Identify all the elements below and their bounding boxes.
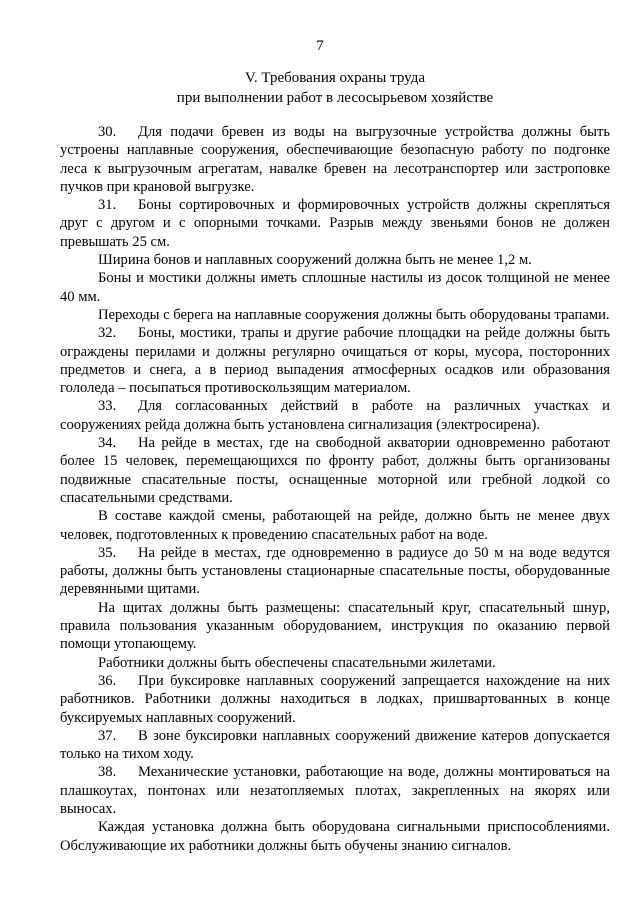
paragraph [60, 306, 610, 324]
paragraph-number: 30. [98, 124, 117, 140]
page-number: 7 [316, 38, 324, 54]
paragraph-text: Ширина бонов и наплавных сооружений должна быть не менее 1,2 м. [98, 252, 532, 269]
paragraph-text: На рейде в местах, где на свободной акватории одновременно работают более 15 человек, перемещающихся по фронту работ, должны быть организованы подвижные спасательные посты, оснащенные моторной или гребной лодкой со спасательными средствами. [60, 435, 610, 506]
paragraph-text: Боны сортировочных и формировочных устройств должны скрепляться друг с другом и с опорными точками. Разрыв между звеньями бонов не должен превышать 25 см. [60, 197, 610, 250]
paragraph [60, 251, 610, 269]
paragraph [60, 818, 610, 855]
paragraph-number: 32. [98, 325, 117, 342]
paragraph-text: В составе каждой смены, работающей на рейде, должно быть не менее двух человек, подготовленных к проведению спасательных работ на воде. [60, 508, 610, 543]
paragraph [60, 672, 610, 727]
paragraph-text: Работники должны быть обеспечены спасательными жилетами. [98, 654, 496, 671]
paragraph-text: На щитах должны быть размещены: спасательный круг, спасательный шнур, правила пользования указанным оборудованием, инструкция по оказанию первой помощи утопающему. [60, 599, 610, 653]
document-body [60, 123, 610, 855]
paragraph [60, 727, 610, 764]
paragraph [60, 763, 610, 818]
paragraph [60, 269, 610, 306]
paragraph-number: 33. [98, 398, 117, 415]
paragraph [60, 196, 610, 251]
paragraph-text: В зоне буксировки наплавных сооружений движение катеров допускается только на тихом ходу. [60, 727, 610, 763]
paragraph-text: Для подачи бревен из воды на выгрузочные устройства должны быть устроены наплавные сооружения, обеспечивающие безопасную работу по подгонке леса к выгрузочным агрегатам, навалке бревен на лесотранспортер или застроповке пучков при крановой выгрузке. [60, 124, 610, 195]
paragraph [60, 123, 610, 196]
paragraph [60, 599, 610, 654]
paragraph [60, 434, 610, 507]
section-heading [60, 68, 610, 108]
paragraph [60, 654, 610, 672]
paragraph-text: Боны и мостики должны иметь сплошные настилы из досок толщиной не менее 40 мм. [60, 270, 610, 305]
paragraph-number: 34. [98, 435, 117, 452]
paragraph-text: При буксировке наплавных сооружений запрещается нахождение на них работников. Работники должны находиться в лодках, пришвартованных в конце буксируемых наплавных сооружений. [60, 672, 610, 726]
paragraph-text: Каждая установка должна быть оборудована сигнальными приспособлениями. Обслуживающие их работники должны быть обучены знанию сигналов. [60, 819, 610, 854]
paragraph-number: 35. [98, 544, 117, 561]
paragraph [60, 507, 610, 544]
paragraph-text: Боны, мостики, трапы и другие рабочие площадки на рейде должны быть ограждены перилами и должны регулярно очищаться от коры, мусора, посторонних предметов и снега, а в период выпадения атмосферных осадков или образования гололеда – посыпаться противоскользящим материалом. [60, 325, 610, 397]
section-heading-line-2: при выполнении работ в лесосырьевом хозяйстве [176, 90, 494, 106]
paragraph [60, 397, 610, 434]
paragraph [60, 324, 610, 397]
paragraph-number: 37. [98, 727, 117, 744]
section-heading-line-1: V. Требования охраны труда [244, 70, 426, 86]
paragraph-text: Для согласованных действий в работе на различных участках и сооружениях рейда должна быть установлена сигнализация (электросирена). [60, 398, 610, 433]
paragraph-number: 36. [98, 672, 117, 689]
paragraph [60, 544, 610, 599]
paragraph-number: 38. [98, 764, 117, 781]
paragraph-text: На рейде в местах, где одновременно в радиусе до 50 м на воде ведутся работы, должны быть установлены стационарные спасательные посты, оборудованные деревянными щитами. [60, 544, 610, 598]
paragraph-text: Механические установки, работающие на воде, должны монтироваться на плашкоутах, понтонах или незатопляемых плотах, закрепленных на якорях или выносах. [60, 764, 610, 817]
paragraph-number: 31. [98, 197, 117, 214]
paragraph-text: Переходы с берега на наплавные сооружения должны быть оборудованы трапами. [98, 306, 610, 323]
